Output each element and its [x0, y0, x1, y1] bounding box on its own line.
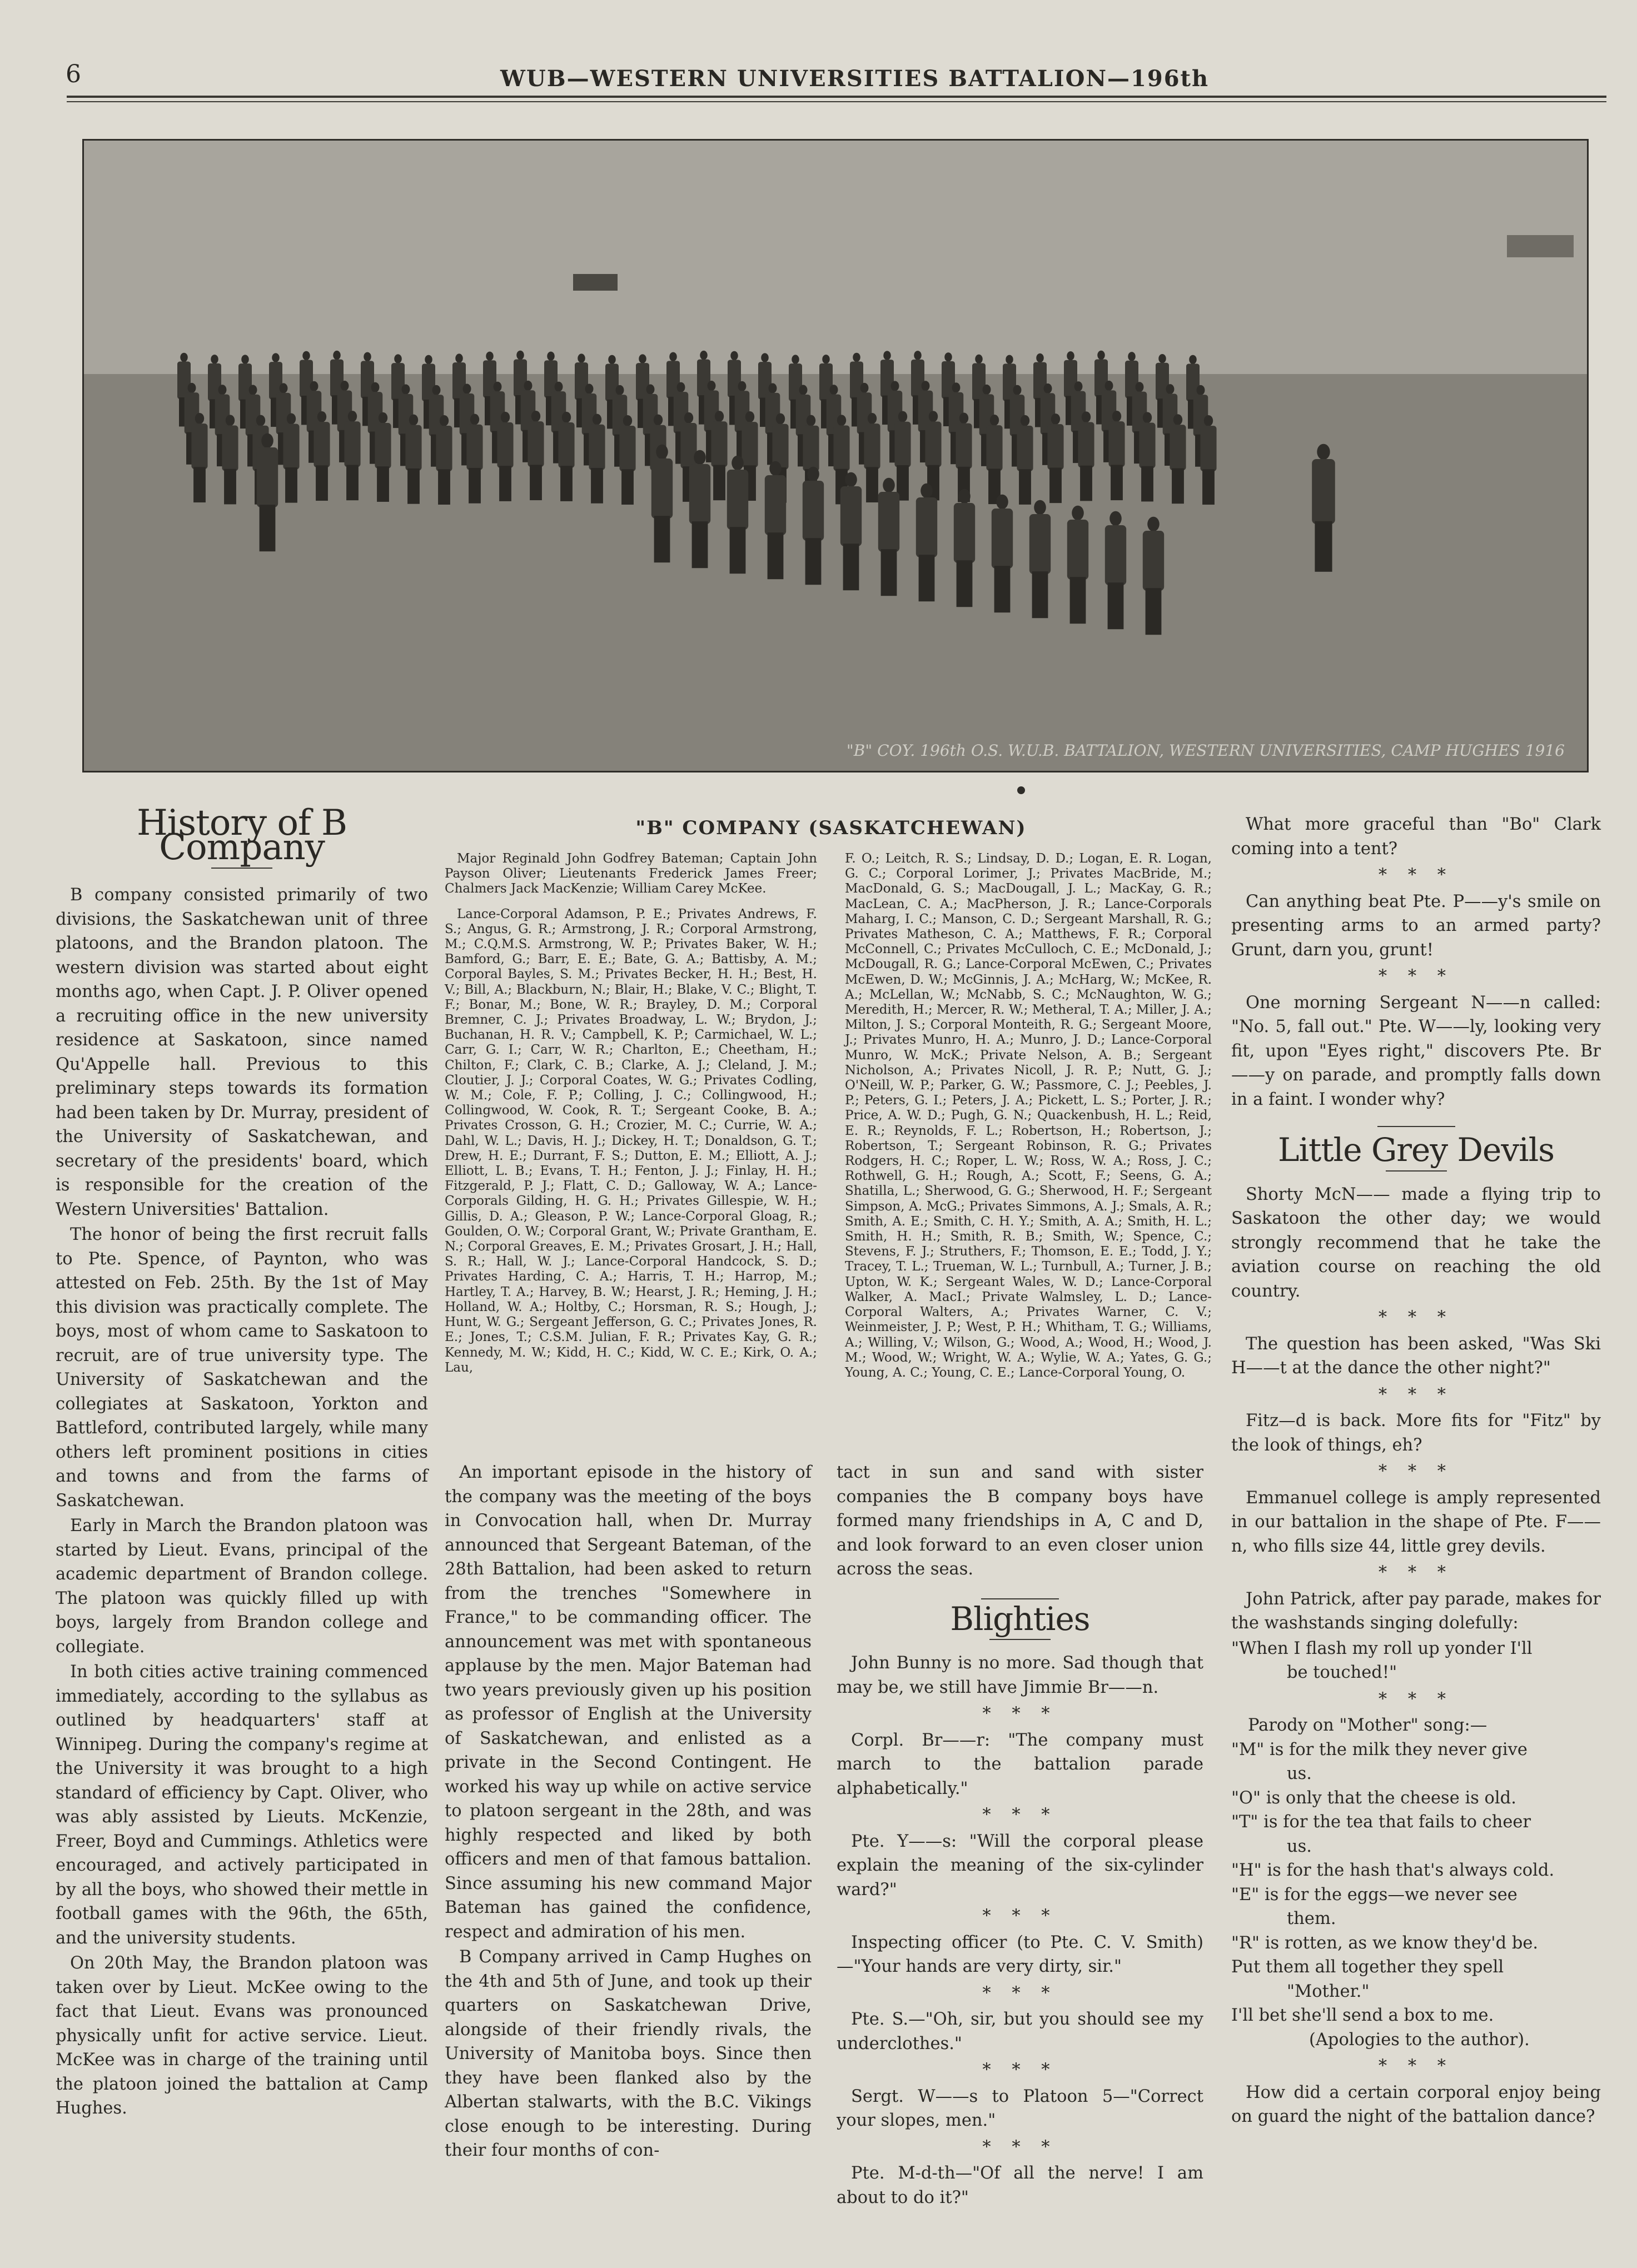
soldier-figure: [1078, 411, 1094, 501]
parody-line: I'll bet she'll send a box to me.: [1231, 2006, 1494, 2025]
quip-item: Shorty McN—— made a flying trip to Saskatoon the other day; we would strongly recommend that he take the aviation course on reaching the old country.: [1231, 1184, 1601, 1301]
soldier-figure: [558, 412, 574, 501]
soldier-figure: [992, 495, 1013, 612]
parody-line: (Apologies to the author).: [1309, 2030, 1530, 2050]
star-separator: * * *: [1378, 966, 1454, 986]
soldier-figure: [1017, 415, 1033, 505]
soldier-figure: [1108, 411, 1124, 500]
soldier-figure: [1170, 414, 1186, 504]
quip-item: What more graceful than "Bo" Clark coming into a tent?: [1231, 815, 1601, 859]
parody-line: "Mother.": [1287, 1981, 1370, 2001]
soldier-figure: [344, 411, 360, 500]
quip-item: John Patrick, after pay parade, makes for the washstands singing dolefully:: [1231, 1589, 1601, 1633]
right-column: [1231, 813, 1601, 2129]
blighties-item: Corpl. Br——r: "The company must march to the battalion parade alphabetically.": [837, 1730, 1203, 1798]
devils-title: Little Grey Devils: [1277, 1131, 1555, 1169]
soldier-figure: [727, 456, 748, 574]
history-paragraph: The honor of being the first recruit falls to Pte. Spence, of Paynton, who was attested on Feb. 25th. By the 1st of May this division was practically complete. The boys, most of whom came to Saskatoon to recruit, are of true university type. The University of Saskatchewan and the collegiates at Saskatoon, Yorkton and Battleford, contributed largely, while many others left prominent positions in cities and towns and from the farms of Saskatchewan.: [56, 1225, 428, 1511]
quip-item: Fitz—d is back. More fits for "Fitz" by the look of things, eh?: [1231, 1411, 1601, 1455]
soldiers-illustration: [84, 141, 1587, 771]
episode-continuation: tact in sun and sand with sister companies the B company boys have formed many friendships in A, C and D, and look forward to an even closer union across the seas.: [837, 1463, 1203, 1579]
blighties-item: Pte. Y——s: "Will the corporal please explain the meaning of the six-cylinder ward?": [837, 1831, 1203, 1900]
soldier-figure: [1143, 517, 1164, 635]
history-paragraph: On 20th May, the Brandon platoon was taken over by Lieut. McKee owing to the fact that Lieut. Evans was pronounced physically unfit for active service. Lieut. McKee was in charge of the training until the platoon joined the battalion at Camp Hughes.: [56, 1953, 428, 2118]
soldier-figure: [1312, 444, 1335, 572]
blighties-column: [837, 1461, 1203, 2211]
soldier-figure: [466, 414, 482, 504]
soldier-figure: [405, 415, 421, 504]
parody-intro: Parody on "Mother" song:—: [1248, 1716, 1487, 1735]
soldier-figure: [1105, 511, 1126, 629]
blighties-item: Inspecting officer (to Pte. C. V. Smith)—"Your hands are very dirty, sir.": [837, 1932, 1203, 1976]
parody-line: us.: [1287, 1764, 1312, 1783]
soldier-figure: [864, 413, 880, 502]
parody-line: "T" is for the tea that fails to cheer: [1231, 1812, 1531, 1832]
company-photo: [82, 139, 1589, 772]
soldier-figure: [1067, 506, 1088, 624]
soldier-figure: [619, 415, 635, 505]
quip-item: The question has been asked, "Was Ski H——t at the dance the other night?": [1231, 1334, 1601, 1378]
parody-line: "O" is only that the cheese is old.: [1231, 1788, 1516, 1808]
history-paragraph: B company consisted primarily of two divisions, the Saskatchewan unit of three platoons, and the Brandon platoon. The western division was started about eight months ago, when Capt. J. P. Oliver opened a recruiting office in the new university residence at Saskatoon, since named Qu'Appelle hall. Previous to this preliminary steps towards its formation had been taken by Dr. Murray, president of the University of Saskatchewan, and secretary of the presidents' board, which is responsible for the creation of the Western Universities' Battalion.: [56, 885, 428, 1219]
blighties-title: Blighties: [950, 1599, 1090, 1638]
masthead-rule-thin: [67, 101, 1606, 102]
star-separator: * * *: [982, 2060, 1058, 2080]
parody-line: "E" is for the eggs—we never see: [1231, 1885, 1517, 1905]
masthead-rule: [67, 96, 1606, 98]
soldier-figure: [986, 415, 1002, 504]
star-separator: * * *: [1378, 1308, 1454, 1327]
soldier-figure: [803, 467, 824, 585]
roster-title: "B" COMPANY (SASKATCHEWAN): [635, 817, 1027, 839]
soldier-figure: [954, 489, 975, 607]
star-separator: * * *: [982, 1906, 1058, 1926]
soldier-figure: [916, 483, 937, 601]
song-line: "When I flash my roll up yonder I'll: [1231, 1638, 1532, 1658]
star-separator: * * *: [1378, 1689, 1454, 1709]
star-separator: * * *: [982, 1805, 1058, 1825]
soldier-figure: [1029, 500, 1051, 618]
soldier-figure: [257, 433, 278, 551]
last-item: How did a certain corporal enjoy being on guard the night of the battalion dance?: [1231, 2082, 1601, 2126]
soldier-figure: [589, 414, 605, 504]
ornament-dot: [1017, 786, 1025, 794]
soldier-figure: [1047, 413, 1063, 503]
episode-paragraph: An important episode in the history of the company was the meeting of the boys in Convocation hall, when Dr. Murray announced that Sergeant Bateman, of the 28th Battalion, had been asked to return from the trenches "Somewhere in France," to be commanding officer. The announcement was met with spontaneous applause by the men. Major Bateman had two years previously given up his position as professor of English at the University of Saskatchewan, and enlisted as a private in the Second Contingent. He worked his way up while on active service to platoon sergeant in the 28th, and was highly respected and liked by both officers and men of that famous battalion. Since assuming his new command Major Bateman has gained the confidence, respect and admiration of his men.: [445, 1463, 812, 1942]
soldier-figure: [375, 412, 391, 502]
star-separator: * * *: [1378, 865, 1454, 885]
soldier-figure: [894, 411, 910, 501]
parody-line: us.: [1287, 1836, 1312, 1856]
soldier-figure: [689, 450, 710, 568]
star-separator: * * *: [1378, 1563, 1454, 1582]
blighties-item: Pte. S.—"Oh, sir, but you should see my underclothes.": [837, 2010, 1203, 2053]
quip-item: Emmanuel college is amply represented in our battalion in the shape of Pte. F——n, who fills size 44, little grey devils.: [1231, 1488, 1601, 1556]
roster-column-2: [845, 851, 1212, 1390]
soldier-figure: [651, 445, 673, 562]
soldier-figure: [1139, 412, 1155, 501]
history-body: [56, 883, 428, 2121]
roster-column-1: [445, 851, 817, 1385]
history-column: [56, 802, 428, 2122]
star-separator: * * *: [1378, 2056, 1454, 2076]
divider: [1377, 1126, 1455, 1127]
quip-item: Can anything beat Pte. P——y's smile on presenting arms to an armed party? Grunt, darn you, grunt!: [1231, 891, 1601, 960]
episode-column: [445, 1461, 812, 2164]
roster-paragraph: F. O.; Leitch, R. S.; Lindsay, D. D.; Logan, E. R. Logan, G. C.; Corporal Lorimer, J.; Privates MacBride, M.; MacDonald, G. S.; MacDougall, J. L.; MacKay, G. R.; MacLean, C. A.; MacPherson, J. R.; Lance-Corporals Maharg, I. C.; Manson, C. D.; Sergeant Marshall, R. G.; Privates Matheson, C. A.; Matthews, F. R.; Corporal McConnell, C.; Privates McCulloch, C. E.; McDonald, J.; McDougall, R. G.; Lance-Corporal McEwen, C.; Privates McEwen, D. W.; McGinnis, J. A.; McHarg, W.; McKee, R. A.; McLellan, W.; McNabb, S. C.; McNaughton, W. G.; Meredith, H.; Mercer, R. W.; Metheral, T. A.; Miller, J. A.; Milton, J. S.; Corporal Monteith, R. G.; Sergeant Moore, J.; Privates Munro, H. A.; Munro, J. D.; Lance-Corporal Munro, W. McK.; Private Nelson, A. B.; Sergeant Nicholson, A.; Privates Nicoll, J. R. P.; Nutt, G. J.; O'Neill, W. P.; Parker, G. W.; Passmore, C. J.; Peebles, J. P.; Peters, G. I.; Peters, J. A.; Pickett, L. S.; Porter, J. R.; Price, A. W. D.; Pugh, G. N.; Quackenbush, H. L.; Reid, E. R.; Reynolds, F. L.; Robertson, H.; Robertson, J.; Robertson, T.; Sergeant Robinson, R. G.; Privates Rodgers, H. C.; Roper, L. W.; Ross, W. A.; Ross, J. C.; Rothwell, G. H.; Rough, A.; Scott, F.; Seens, G. A.; Shatilla, L.; Sherwood, G. G.; Sherwood, H. F.; Sergeant Simpson, A. McG.; Privates Simmons, A. J.; Smals, A. R.; Smith, A. E.; Smith, C. H. Y.; Smith, A. A.; Smith, H. L.; Smith, H. H.; Smith, R. B.; Smith, W.; Spence, C.; Stevens, F. J.; Struthers, F.; Thomson, E. E.; Todd, J. Y.; Tracey, T. L.; Trueman, W. L.; Turnbull, A.; Turner, J. B.; Upton, W. K.; Sergeant Wales, W. D.; Lance-Corporal Walker, A. MacI.; Private Walmsley, L. D.; Lance-Corporal Walters, A.; Privates Warner, C. V.; Weinmeister, J. P.; West, P. H.; Whitham, T. G.; Williams, A.; Willing, V.; Wilson, G.; Wood, A.; Wood, H.; Wood, J. M.; Wood, W.; Wright, W. A.; Wylie, W. A.; Yates, G. G.; Young, A. C.; Young, C. E.; Lance-Corporal Young, O.: [845, 851, 1212, 1380]
soldier-figure: [314, 411, 330, 501]
song-line: be touched!": [1287, 1663, 1397, 1682]
photo-caption: "B" COY. 196th O.S. W.U.B. BATTALION, WESTERN UNIVERSITIES, CAMP HUGHES 1916: [846, 741, 1565, 760]
star-separator: * * *: [1378, 1462, 1454, 1481]
soldier-figure: [222, 415, 238, 504]
title-rule: [1386, 1170, 1447, 1172]
page-number: 6: [66, 60, 81, 88]
soldier-figure: [528, 411, 544, 500]
soldier-figure: [1200, 415, 1216, 505]
song-block: [1231, 1637, 1601, 2129]
history-paragraph: Early in March the Brandon platoon was started by Lieut. Evans, principal of the academic department of Brandon college. The platoon was quickly filled up with boys, largely from Brandon college and collegiate.: [56, 1516, 428, 1657]
history-paragraph: In both cities active training commenced immediately, according to the syllabus as outlined by headquarters' staff at Winnipeg. During the company's regime at the University it was brought to a high standard of efficiency by Capt. Oliver, who was ably assisted by Lieuts. McKenzie, Freer, Boyd and Cummings. Athletics were encouraged, and actively participated in by all the boys, who showed their mettle in football games with the 96th, the 65th, and the university students.: [56, 1662, 428, 1948]
soldier-figure: [765, 461, 786, 579]
soldier-figure: [840, 472, 862, 590]
soldier-figure: [497, 412, 513, 501]
parody-line: them.: [1287, 1909, 1336, 1928]
history-title: History of B Company: [136, 802, 347, 868]
soldier-figure: [436, 415, 452, 505]
blighties-item: Pte. M-d-th—"Of all the nerve! I am about to do it?": [837, 2164, 1203, 2207]
blighties-item: Sergt. W——s to Platoon 5—"Correct your slopes, men.": [837, 2086, 1203, 2130]
soldier-figure: [283, 413, 299, 503]
blighties-item: John Bunny is no more. Sad though that may be, we still have Jimmie Br——n.: [837, 1653, 1203, 1697]
parody-line: "H" is for the hash that's always cold.: [1231, 1861, 1555, 1880]
divider: [981, 1598, 1059, 1599]
quip-item: One morning Sergeant N——n called: "No. 5, fall out." Pte. W——ly, looking very fit, upon "Eyes right," discovers Pte. Br——y on parade, and promptly falls down in a faint. I wonder why?: [1231, 993, 1601, 1109]
masthead: WUB—WESTERN UNIVERSITIES BATTALION—196th: [500, 66, 1210, 92]
soldier-figure: [956, 412, 972, 502]
parody-line: "M" is for the milk they never give: [1231, 1739, 1527, 1759]
soldier-figure: [711, 411, 727, 500]
parody-line: Put them all together they spell: [1231, 1957, 1504, 1977]
parody-line: "R" is rotten, as we know they'd be.: [1231, 1933, 1539, 1953]
star-separator: * * *: [982, 1704, 1058, 1723]
soldier-figure: [191, 413, 207, 502]
title-rule: [989, 1639, 1051, 1640]
roster-paragraph: Lance-Corporal Adamson, P. E.; Privates Andrews, F. S.; Angus, G. R.; Armstrong, J. R.; Corporal Armstrong, M.; C.Q.M.S. Armstrong, W. P.; Privates Baker, W. H.; Bamford, G.; Barr, E. E.; Bate, G. A.; Battisby, A. M.; Corporal Bayles, S. M.; Privates Becker, H. H.; Best, H. V.; Bill, A.; Blackburn, N.; Blair, H.; Blake, V. C.; Blight, T. F.; Bonar, M.; Bone, W. R.; Brayley, D. M.; Corporal Bremner, C. J.; Privates Broadway, L. W.; Brydon, J.; Buchanan, H. R. V.; Campbell, K. P.; Carmichael, W. L.; Carr, G. I.; Carr, W. R.; Charlton, E.; Cheetham, H.; Chilton, F.; Clark, C. B.; Clarke, A. J.; Cleland, J. M.; Cloutier, J. J.; Corporal Coates, W. G.; Privates Codling, W. M.; Cole, F. P.; Colling, J. C.; Collingwood, H.; Collingwood, W. Cook, R. T.; Sergeant Cooke, B. A.; Privates Crosson, G. H.; Crozier, M. C.; Currie, W. A.; Dahl, W. L.; Davis, H. J.; Dickey, H. T.; Donaldson, G. T.; Drew, H. E.; Durrant, F. S.; Dutton, E. M.; Elliott, A. J.; Elliott, L. B.; Evans, T. H.; Fenton, J. J.; Finlay, H. H.; Fitzgerald, P. J.; Flatt, C. D.; Galloway, W. A.; Lance-Corporals Gilding, H. G. H.; Privates Gillespie, W. H.; Gillis, D. A.; Gleason, P. W.; Lance-Corporal Gloag, R.; Goulden, O. W.; Corporal Grant, W.; Private Grantham, E. N.; Corporal Greaves, E. M.; Privates Grosart, J. H.; Hall, S. R.; Hall, W. J.; Lance-Corporal Handcock, S. D.; Privates Harding, C. A.; Harris, T. H.; Harrop, M.; Hartley, T. A.; Harvey, B. W.; Hearst, J. R.; Heming, J. H.; Holland, W. A.; Holtby, C.; Horsman, R. S.; Hough, J.; Hunt, W. G.; Sergeant Jefferson, G. C.; Privates Jones, R. E.; Jones, T.; C.S.M. Julian, F. R.; Privates Kay, G. R.; Kennedy, M. W.; Kidd, H. C.; Kidd, W. C. E.; Kirk, O. A.; Lau,: [445, 906, 817, 1375]
roster-paragraph: Major Reginald John Godfrey Bateman; Captain John Payson Oliver; Lieutenants Frederick James Freer; Chalmers Jack MacKenzie; William Carey McKee.: [445, 851, 817, 896]
star-separator: * * *: [1378, 1384, 1454, 1404]
soldier-figure: [878, 478, 899, 596]
star-separator: * * *: [982, 1983, 1058, 2003]
star-separator: * * *: [982, 2137, 1058, 2157]
episode-paragraph: B Company arrived in Camp Hughes on the 4th and 5th of June, and took up their quarters on Saskatchewan Drive, alongside of their friendly rivals, the University of Manitoba boys. Since then they have been flanked also by the Albertan stalwarts, with the B.C. Vikings close enough to be interesting. During their four months of con-: [445, 1947, 812, 2160]
